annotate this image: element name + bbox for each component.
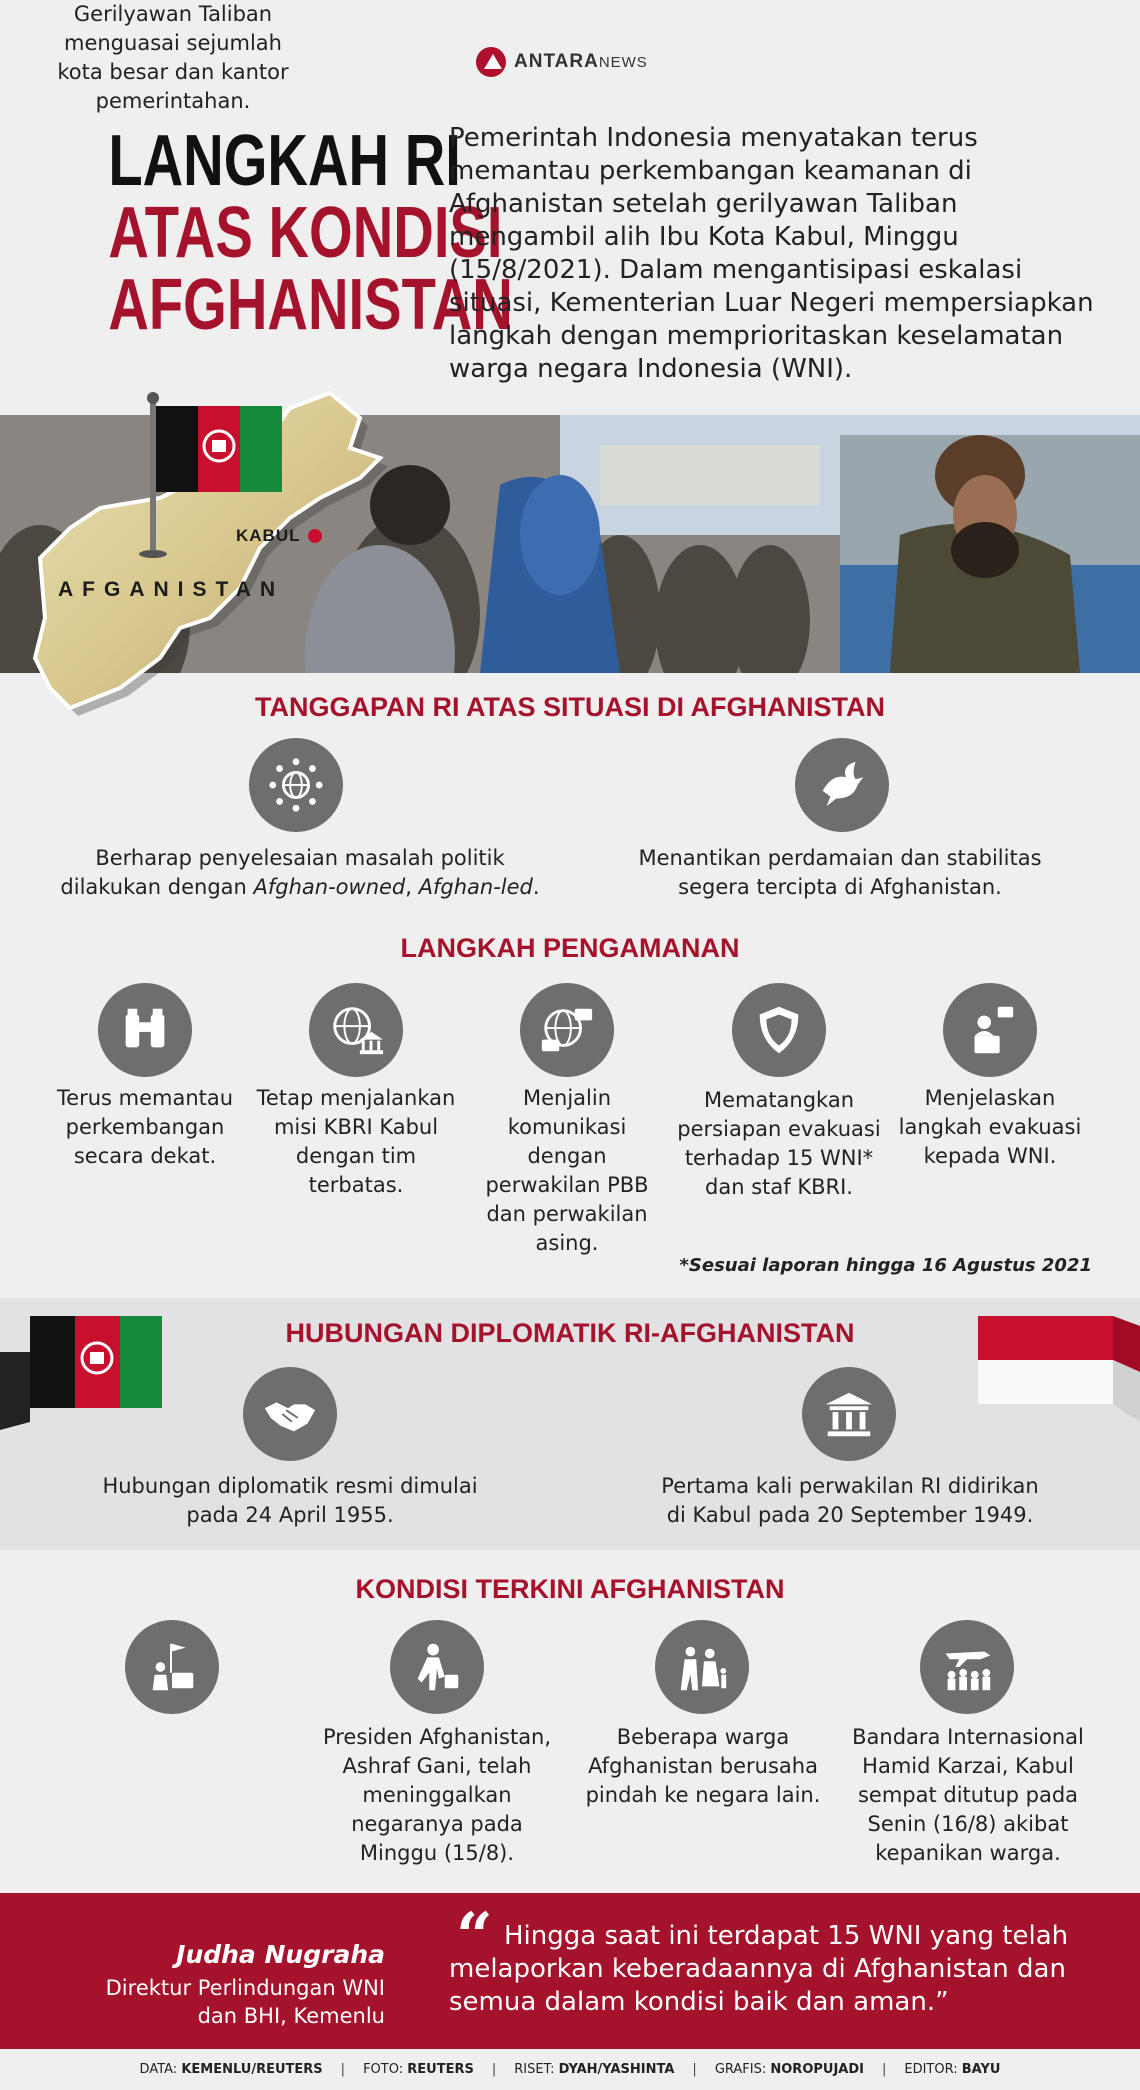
kabul-marker-icon xyxy=(308,529,322,543)
airport-crowd-icon xyxy=(920,1620,1014,1714)
section-title-tanggapan: TANGGAPAN RI ATAS SITUASI DI AFGHANISTAN xyxy=(255,692,885,722)
section-title-kondisi: KONDISI TERKINI AFGHANISTAN xyxy=(355,1574,785,1604)
page-title xyxy=(30,121,513,345)
antara-logo-icon xyxy=(476,47,506,77)
credit-data: DATA: KEMENLU/REUTERS xyxy=(139,2062,323,2077)
pengamanan-caption-1: Terus memantau perkembangan secara dekat. xyxy=(56,1086,234,1168)
pengamanan-caption-4: Mematangkan persiapan evakuasi terhadap 15 WNI* dan staf KBRI. xyxy=(677,1088,881,1199)
credit-separator: | xyxy=(491,2062,497,2077)
credit-editor: EDITOR: BAYU xyxy=(904,2062,1001,2077)
intro-paragraph: Pemerintah Indonesia menyatakan terus memantau perkembangan keamanan di Afghanistan setelah gerilyawan Taliban mengambil alih Ibu Kota Kabul, Minggu (15/8/2021). Dalam mengantisipasi eskalasi situasi, Kementerian Luar Negeri mempersiapkan langkah dengan memprioritaskan keselamatan warga negara Indonesia (WNI). xyxy=(449,123,1094,384)
credit-riset: RISET: DYAH/YASHINTA xyxy=(514,2062,675,2077)
soldier-flag-icon xyxy=(125,1620,219,1714)
kondisi-caption-3: Beberapa warga Afghanistan berusaha pindah ke negara lain. xyxy=(585,1725,821,1807)
title-line-2: ATAS KONDISI xyxy=(108,193,503,273)
title-line-1: LANGKAH RI xyxy=(108,121,461,201)
kabul-label: KABUL xyxy=(236,526,301,545)
credit-foto: FOTO: REUTERS xyxy=(363,2062,474,2077)
afghanistan-label: AFGANISTAN xyxy=(58,578,285,601)
kondisi-caption-2: Presiden Afghanistan, Ashraf Gani, telah meninggalkan negaranya pada Minggu (15/8). xyxy=(322,1725,552,1865)
title-line-3: AFGHANISTAN xyxy=(108,265,513,345)
credit-separator: | xyxy=(692,2062,697,2077)
person-leaving-icon xyxy=(390,1620,484,1714)
afghanistan-map xyxy=(30,388,450,718)
pengamanan-caption-5: Menjelaskan langkah evakuasi kepada WNI. xyxy=(898,1086,1082,1168)
globe-embassy-icon xyxy=(309,983,403,1077)
quote-author-name: Judha Nugraha xyxy=(176,1940,385,1969)
diplomatik-caption-2: Pertama kali perwakilan RI didirikan di Kabul pada 20 September 1949. xyxy=(661,1474,1039,1527)
diplomatik-caption-1: Hubungan diplomatik resmi dimulai pada 24 April 1955. xyxy=(102,1474,478,1527)
government-building-icon xyxy=(802,1367,896,1461)
credit-grafis: GRAFIS: NOROPUJADI xyxy=(714,2062,864,2077)
family-migrating-icon xyxy=(655,1620,749,1714)
section-title-pengamanan: LANGKAH PENGAMANAN xyxy=(400,933,740,963)
handshake-icon xyxy=(243,1367,337,1461)
globe-chat-icon xyxy=(520,983,614,1077)
shield-icon xyxy=(732,983,826,1077)
quote-mark-icon: “ xyxy=(456,1899,493,1974)
footnote: *Sesuai laporan hingga 16 Agustus 2021 xyxy=(679,1255,1092,1276)
quote-text: Hingga saat ini terdapat 15 WNI yang telah melaporkan keberadaannya di Afghanistan dan semua dalam kondisi baik dan aman.” xyxy=(449,1921,1069,2017)
tanggapan-caption-1: Berharap penyelesaian masalah politik dilakukan dengan Afghan-owned, Afghan-led. xyxy=(60,846,540,899)
peace-dove-icon xyxy=(795,738,889,832)
kondisi-caption-1: Gerilyawan Taliban menguasai sejumlah kota besar dan kantor pemerintahan. xyxy=(57,2,289,113)
brand-name-light: NEWS xyxy=(598,54,648,71)
globe-network-icon xyxy=(249,738,343,832)
pengamanan-caption-2: Tetap menjalankan misi KBRI Kabul dengan tim terbatas. xyxy=(256,1086,456,1197)
credit-separator: | xyxy=(340,2062,346,2077)
pengamanan-caption-3: Menjalin komunikasi dengan perwakilan PBB dan perwakilan asing. xyxy=(485,1086,649,1255)
brand-name-bold: ANTARA xyxy=(514,51,599,72)
speaker-podium-icon xyxy=(943,983,1037,1077)
credit-separator: | xyxy=(881,2062,887,2077)
tanggapan-caption-2: Menantikan perdamaian dan stabilitas segera tercipta di Afghanistan. xyxy=(638,846,1042,899)
kondisi-caption-4: Bandara Internasional Hamid Karzai, Kabul sempat ditutup pada Senin (16/8) akibat kepanikan warga. xyxy=(852,1725,1084,1865)
section-title-diplomatik: HUBUNGAN DIPLOMATIK RI-AFGHANISTAN xyxy=(285,1318,855,1348)
credits-bar xyxy=(0,2049,1140,2090)
brand-logo xyxy=(476,46,648,78)
quote-author-role: Direktur Perlindungan WNI dan BHI, Kemenlu xyxy=(105,1976,385,2028)
binoculars-icon xyxy=(98,983,192,1077)
